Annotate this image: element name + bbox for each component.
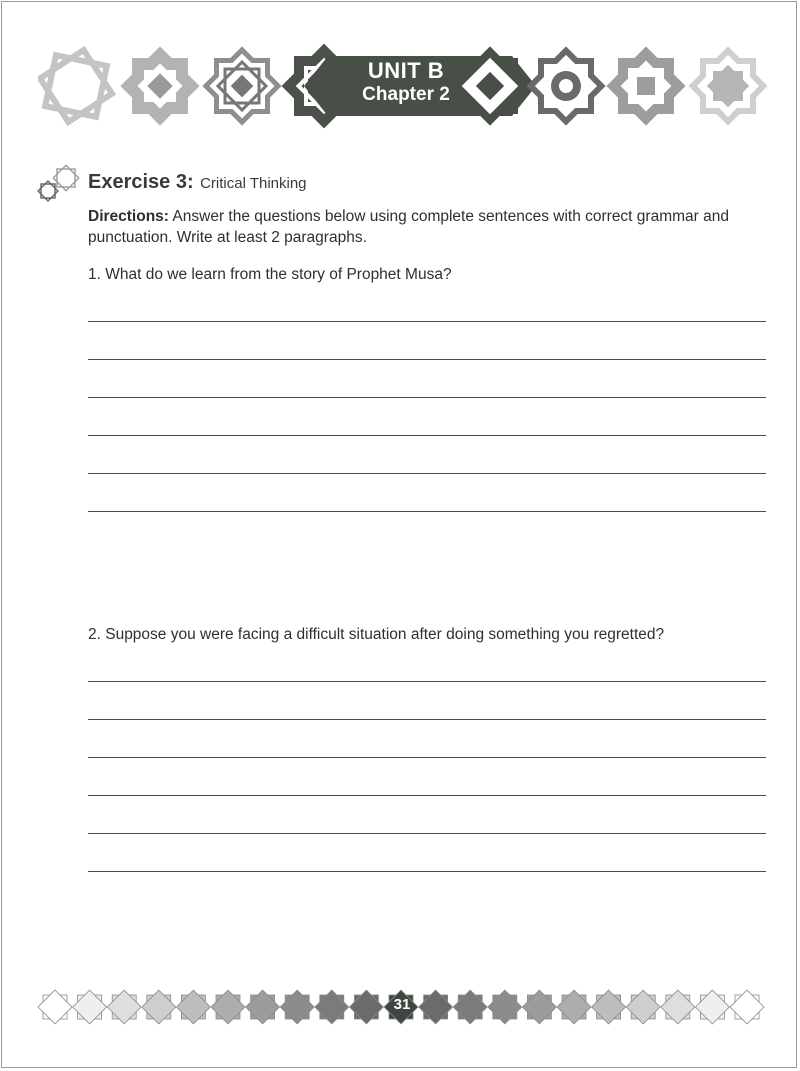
answer-line[interactable] bbox=[88, 511, 766, 512]
footer-star-icon bbox=[315, 990, 349, 1024]
footer-star-icon bbox=[453, 990, 487, 1024]
footer-star-icon bbox=[38, 990, 72, 1024]
question-1: 1. What do we learn from the story of Prophet Musa? bbox=[88, 266, 452, 283]
answer-line[interactable] bbox=[88, 833, 766, 834]
footer-star-icon bbox=[419, 990, 453, 1024]
exercise-heading bbox=[88, 171, 307, 194]
chapter-title: Chapter 2 bbox=[362, 84, 450, 105]
answer-line[interactable] bbox=[88, 757, 766, 758]
footer-star-icon bbox=[176, 990, 210, 1024]
answer-line[interactable] bbox=[88, 397, 766, 398]
star-ornament-icon bbox=[36, 164, 82, 204]
footer-star-icon bbox=[73, 990, 107, 1024]
directions-label: Directions: bbox=[88, 208, 169, 225]
directions bbox=[88, 206, 768, 248]
footer-star-icon bbox=[592, 990, 626, 1024]
question-2: 2. Suppose you were facing a difficult situation after doing something you regretted? bbox=[88, 626, 665, 643]
unit-title: UNIT B bbox=[367, 58, 445, 83]
answer-line[interactable] bbox=[88, 719, 766, 720]
page-border bbox=[1, 1, 797, 1068]
answer-line[interactable] bbox=[88, 359, 766, 360]
answer-line[interactable] bbox=[88, 681, 766, 682]
ornament-tile-7 bbox=[606, 46, 685, 125]
footer-star-icon bbox=[522, 990, 556, 1024]
footer-star-icon bbox=[661, 990, 695, 1024]
ornament-tile-8 bbox=[688, 46, 767, 125]
footer-star-icon bbox=[626, 990, 660, 1024]
footer-star-icon bbox=[349, 990, 383, 1024]
exercise-title: Critical Thinking bbox=[200, 175, 307, 192]
footer-star-icon bbox=[107, 990, 141, 1024]
page-number: 31 bbox=[393, 996, 411, 1013]
ornament-tile-2 bbox=[120, 46, 199, 125]
footer-star-icon bbox=[557, 990, 591, 1024]
footer-star-icon bbox=[280, 990, 314, 1024]
footer-star-icon bbox=[488, 990, 522, 1024]
answer-line[interactable] bbox=[88, 321, 766, 322]
footer-star-icon bbox=[695, 990, 729, 1024]
footer-star-icon bbox=[246, 990, 280, 1024]
footer-star-icon bbox=[211, 990, 245, 1024]
answer-line[interactable] bbox=[88, 435, 766, 436]
ornament-tile-3 bbox=[202, 46, 281, 125]
ornament-tile-6 bbox=[526, 46, 605, 125]
exercise-number: Exercise 3: bbox=[88, 171, 194, 193]
directions-text: Answer the questions below using complete sentences with correct grammar and punctuation. Write at least 2 paragraphs. bbox=[88, 208, 729, 246]
ornament-tile-1 bbox=[40, 50, 112, 122]
answer-line[interactable] bbox=[88, 795, 766, 796]
footer-star-icon bbox=[730, 990, 764, 1024]
answer-line[interactable] bbox=[88, 473, 766, 474]
footer-star-icon bbox=[142, 990, 176, 1024]
answer-line[interactable] bbox=[88, 871, 766, 872]
